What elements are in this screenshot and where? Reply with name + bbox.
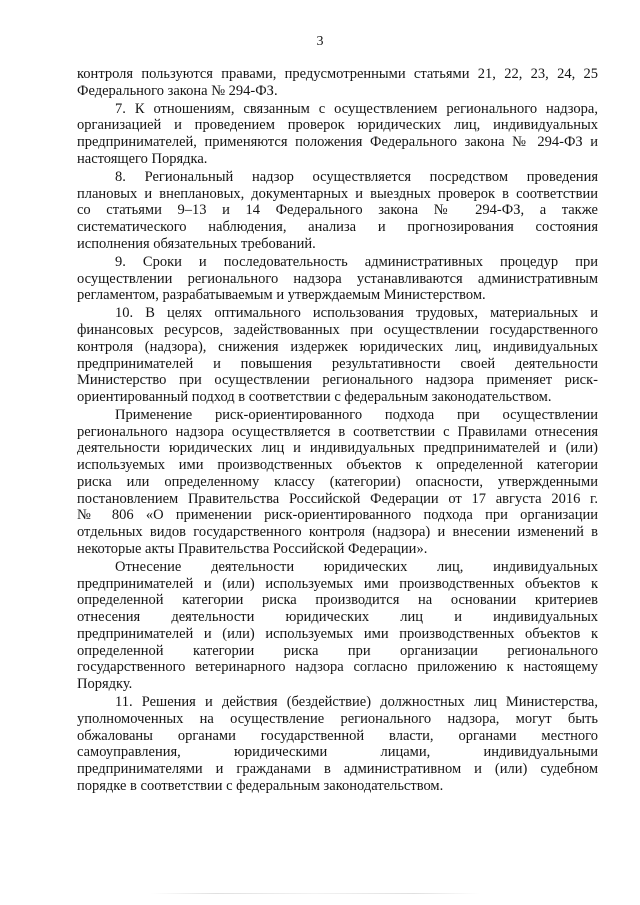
text-line: № 806 «О применении риск-ориентированного подхода при организации: [77, 507, 598, 524]
text-line: Применение риск-ориентированного подхода при осуществлении: [115, 406, 598, 423]
text-line: Министерство при осуществлении регионального надзора применяет риск-: [77, 372, 598, 389]
text-line: 8. Региональный надзор осуществляется посредством проведения: [115, 168, 598, 185]
text-line: самоуправления, юридическими лицами, индивидуальными: [77, 744, 598, 761]
text-line: определенной категории риска при организации регионального: [77, 642, 598, 659]
page-number: 3: [316, 34, 324, 49]
text-line: деятельности юридических лиц и индивидуальных предпринимателей и (или): [77, 440, 598, 457]
paragraph: [77, 254, 598, 304]
text-line: регламентом, разрабатываемым и утверждаемым Министерством.: [77, 287, 486, 304]
paragraph: [77, 66, 598, 100]
paragraph: [77, 559, 598, 693]
text-line: используемых ими производственных объектов к определенной категории: [77, 457, 598, 474]
text-line: предпринимателей, применяются положения Федерального закона № 294-ФЗ и: [77, 134, 598, 151]
text-line: обжалованы органами государственной власти, органами местного: [77, 727, 598, 744]
text-line: финансовых ресурсов, задействованных при осуществлении государственного: [77, 322, 598, 338]
text-line: со статьями 9–13 и 14 Федерального закона № 294-ФЗ, а также: [77, 202, 598, 219]
text-line: 9. Сроки и последовательность административных процедур при: [115, 253, 598, 270]
text-line: предпринимателей и (или) используемых ими производственных объектов к: [77, 575, 598, 592]
text-line: предпринимателями и гражданами в административном и (или) судебном: [77, 761, 598, 778]
text-line: постановлением Правительства Российской Федерации от 17 августа 2016 г.: [77, 490, 598, 507]
text-line: ориентированный подход в соответствии с федеральным законодательством.: [77, 389, 552, 405]
text-line: плановых и внеплановых, документарных и выездных проверок в соответствии: [77, 185, 598, 202]
text-line: Отнесение деятельности юридических лиц, индивидуальных: [115, 558, 598, 575]
paragraph: [77, 101, 598, 168]
paragraph: [77, 694, 598, 795]
text-line: государственного ветеринарного надзора согласно приложению к настоящему: [77, 659, 598, 676]
document-body: [77, 66, 598, 795]
text-line: 11. Решения и действия (бездействие) должностных лиц Министерства,: [115, 694, 598, 711]
text-line: уполномоченных на осуществление регионального надзора, могут быть: [77, 710, 598, 727]
text-line: 7. К отношениям, связанным с осуществлением регионального надзора,: [115, 100, 598, 117]
paragraph: [77, 305, 598, 406]
text-line: порядке в соответствии с федеральным законодательством.: [77, 777, 444, 794]
text-line: отдельных видов государственного контроля (надзора) и внесении изменений в: [77, 524, 598, 541]
text-line: организацией и проведением проверок юридических лиц, индивидуальных: [77, 117, 598, 134]
paragraph: [77, 407, 598, 558]
text-line: осуществлении регионального надзора устанавливаются административным: [77, 270, 598, 287]
text-line: определенной категории риска производится на основании критериев: [77, 592, 598, 609]
text-line: контроля пользуются правами, предусмотренными статьями 21, 22, 23, 24, 25: [77, 66, 598, 82]
text-line: регионального надзора осуществляется в соответствии с Правилами отнесения: [77, 423, 598, 440]
paragraph: [77, 169, 598, 253]
text-line: Федерального закона № 294-ФЗ.: [77, 82, 278, 99]
text-line: отнесения деятельности юридических лиц и индивидуальных: [77, 609, 598, 626]
text-line: систематического наблюдения, анализа и прогнозирования состояния: [77, 219, 598, 236]
text-line: предпринимателей и повышения результативности своей деятельности: [77, 355, 598, 372]
text-line: контроля (надзора), снижения издержек юридических лиц, индивидуальных: [77, 338, 598, 355]
text-line: некоторые акты Правительства Российской Федерации».: [77, 540, 428, 557]
text-line: риска или определенному классу (категории) опасности, утвержденными: [77, 473, 598, 490]
text-line: Порядку.: [77, 676, 133, 693]
scan-artifact: [150, 893, 480, 894]
text-line: настоящего Порядка.: [77, 150, 208, 167]
text-line: 10. В целях оптимального использования трудовых, материальных и: [115, 305, 598, 322]
text-line: предпринимателей и (или) используемых ими производственных объектов к: [77, 625, 598, 642]
text-line: исполнения обязательных требований.: [77, 235, 316, 252]
